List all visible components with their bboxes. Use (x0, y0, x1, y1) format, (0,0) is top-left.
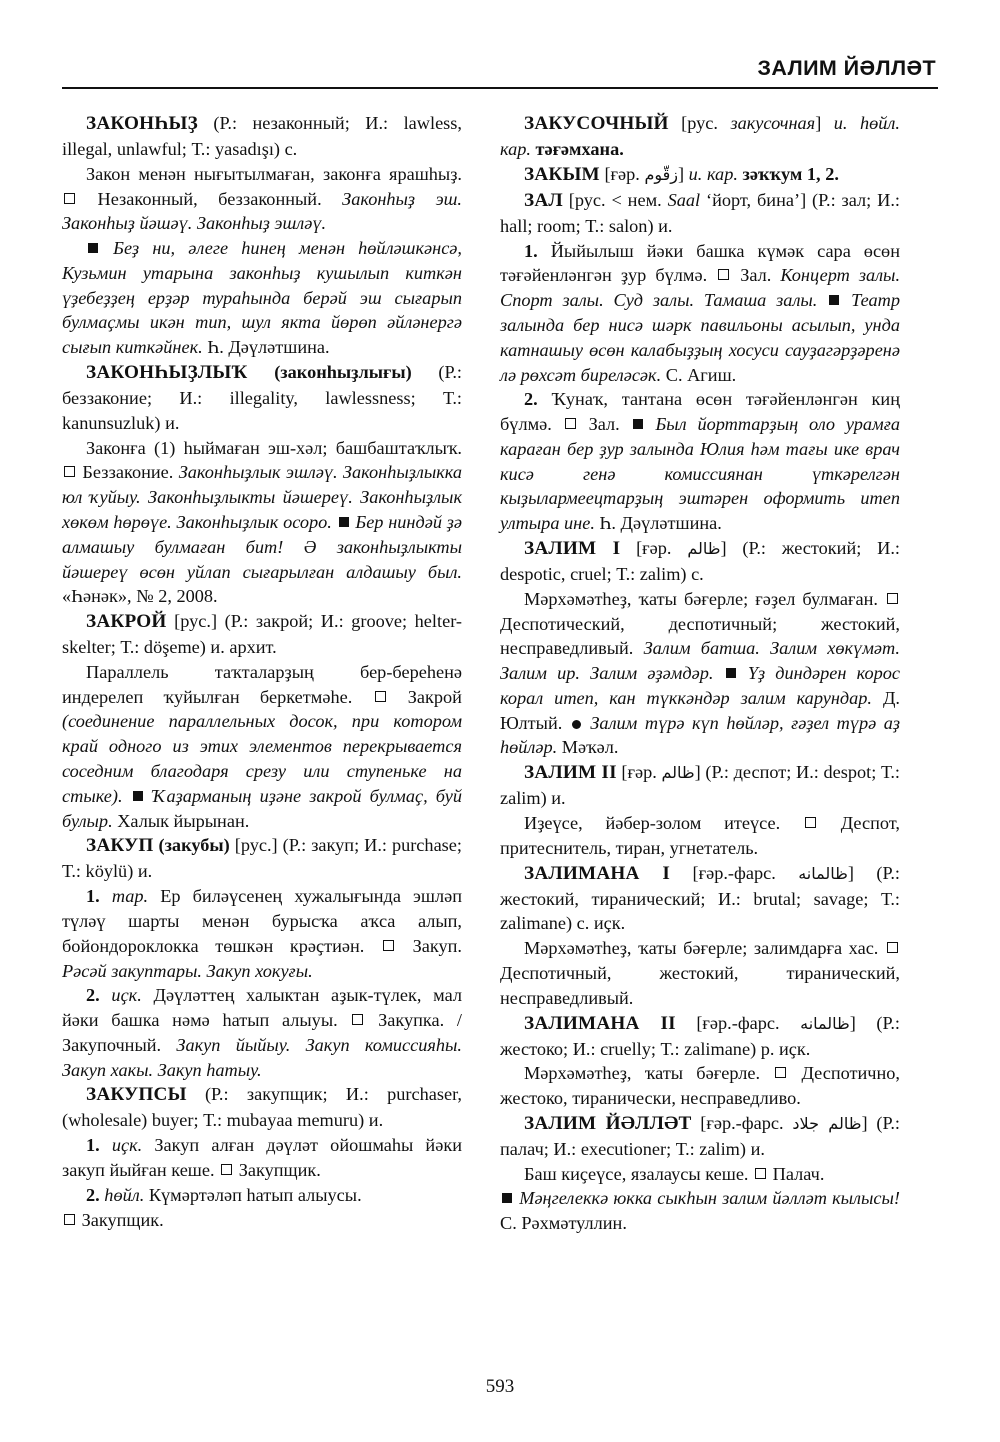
hollow-square-icon (887, 593, 898, 604)
etymology: [рус.] (174, 611, 218, 632)
etymology-close: ] (849, 1012, 856, 1033)
headword: ЗАЛ (524, 189, 563, 211)
headword: ЗАЛИМ I (524, 537, 621, 559)
citation-source: Һ. Дәүләтшина. (207, 337, 330, 358)
sense-number: 1. (86, 886, 100, 907)
etymology-close: ] (861, 1112, 868, 1133)
filled-square-icon (633, 419, 643, 429)
filled-square-icon (88, 243, 98, 253)
arabic-etymon: ظالم (661, 763, 695, 783)
definition-bashkir: Күмәртәләп һатып алыусы. (148, 1184, 362, 1205)
definition-russian: Деспот, притеснитель, тиран, угнетатель. (500, 813, 900, 858)
hollow-square-icon (805, 817, 816, 828)
style-label: кар. (706, 163, 738, 184)
gloss-line: (Р.: жестоко; И.: cruelly; Т.: zalimane) р. иҫк. (500, 1012, 900, 1059)
definition-russian: Закрой (407, 686, 462, 707)
dictionary-entry-zalim-yallat (500, 1111, 900, 1162)
sense-body (500, 1162, 900, 1187)
citation-text: Үҙ диндәрен корос корал итеп, кан түккәндәр залим карундар. (500, 663, 901, 708)
sense-body (62, 983, 462, 1082)
hollow-square-icon (352, 1014, 363, 1025)
dictionary-entry-zakusochnyy (500, 111, 900, 162)
definition-russian: Закупщик. (238, 1159, 321, 1180)
usage-label: иҫк. (111, 1135, 143, 1156)
definition-bashkir: Мәрхәмәтһеҙ, ҡаты бәғерле. (524, 1063, 761, 1084)
definition-russian: Закупщик. (81, 1209, 164, 1230)
definition-bashkir: Параллель таҡталарҙың бер-береһенә индерелеп ҡуйылған беркетмәһе. (62, 661, 462, 707)
definition-russian: Закупка. / Закупочный. (62, 1010, 462, 1055)
proverb-text: Залим түрә күп һөйләр, ғәҙел түрә аҙ һөйләр. (500, 712, 901, 758)
sense-body (500, 811, 900, 861)
headword: ЗАЛИМАНА I (524, 862, 671, 884)
part-of-speech: и. (833, 113, 848, 133)
arabic-etymon: زقّوم (644, 164, 678, 184)
definition-russian: Закуп. (412, 935, 462, 956)
definition-bashkir: Ҡунаҡ, тантана өсөн тәғәйенләнгән киң бүлмә. (500, 389, 900, 435)
sense-number: 1. (86, 1135, 100, 1156)
citation-text: Беҙ ни, әлеге һинең менән һөйләшкәнсә, Кузьмин утарына законһыҙ кушылып киткән үҙебеҙҙең ерҙәр тураһында берәй эш сығарып булмаҫмы икән тип, шул якта йөрөп әйләнергә сығып киткәйнек. (62, 238, 462, 358)
dictionary-entry-zakonhyzlyk (62, 360, 462, 436)
examples: Концерт залы. Спорт залы. Суд залы. Тамаша залы. (500, 265, 901, 311)
right-column (500, 111, 900, 1236)
etymology-close: ] (677, 163, 685, 184)
citation-text: Театр залында бер нисә шәрк павильоны асылып, унда катнашыу өсөн калабыҙҙың хосуси сауҙагәрҙәренә лә рөхсәт биреләсәк. (500, 290, 900, 385)
headword: ЗАКРОЙ (86, 611, 167, 633)
etymology-close: ] (815, 113, 822, 133)
definition-russian-expansion: (соединение параллельных досок, при котором край одного из этих элементов перекрывается соседним благодаря срезу или ступеньке на стыке). (62, 711, 462, 806)
sense-body (500, 387, 900, 536)
definition-bashkir: Йыйылыш йәки башка күмәк сара өсөн тәғәйенләнгән ҙур бүлмә. (500, 240, 900, 286)
usage-label: һөйл. (104, 1184, 145, 1205)
citation-block (500, 1186, 900, 1236)
citation-source: С. Рәхмәтуллин. (500, 1213, 627, 1234)
sense-body (62, 660, 462, 833)
definition-russian: Деспотично, жестоко, тиранически, несправедливо. (500, 1063, 900, 1109)
definition-bashkir: Мәрхәмәтһеҙ, ҡаты бәғерле; ғәҙел булмаған. (524, 588, 878, 609)
headword: ЗАКУПСЫ (86, 1084, 187, 1106)
arabic-etymon: ظالم جلاد (792, 1113, 862, 1133)
sense-body (62, 1133, 462, 1183)
citation-source: С. Агиш. (665, 364, 737, 385)
header-rule (62, 87, 938, 89)
etymology-close: ] (847, 862, 854, 883)
sense-body (62, 884, 462, 983)
etymology-label: [ғәр.-фарс. (700, 1112, 784, 1133)
etymology-label: [ғәр. (621, 762, 657, 783)
definition-russian: Беззаконие. (82, 462, 174, 483)
definition-russian: Зал. (740, 265, 772, 286)
headword: ЗАЛИМАНА II (524, 1012, 676, 1034)
gloss-line: (Р.: беззаконие; И.: illegality, lawlessness; Т.: kanunsuzluk) и. (62, 362, 462, 433)
examples: Залим батша. Залим хөкүмәт. Залим ир. Залим әҙәмдәр. (500, 638, 900, 684)
etymology-open: [рус. (681, 113, 718, 133)
hollow-square-icon (64, 193, 75, 204)
citation-source: Һ. Дәүләтшина. (599, 513, 722, 534)
running-head: ЗАЛИМ ЙӘЛЛӘТ (757, 56, 936, 80)
citation-text: Ҡаҙарманың иҙәне закрой булмаҫ, буй булыр. (62, 785, 462, 831)
hollow-square-icon (64, 1214, 75, 1225)
definition-bashkir: Закон менән нығытылмаған, законға ярашһыҙ. (86, 163, 462, 184)
sense-number: 2. (86, 985, 100, 1006)
bullet-icon (572, 720, 581, 729)
definition-bashkir: Законға (1) һыймаған эш-хәл; башбаштаҡлыҡ. (86, 437, 462, 458)
headword: ЗАКЫМ (524, 163, 600, 185)
examples: Закуп йыйыу. Закуп комиссияһы. Закуп хакы. Закуп һатыу. (62, 1034, 462, 1080)
gloss-line: (Р.: зал; И.: hall; room; Т.: salon) и. (500, 189, 900, 236)
definition-russian: Деспотичный, жестокий, тиранический, несправедливый. (500, 962, 900, 1008)
etymology-close: ] (720, 537, 727, 558)
definition-bashkir: Дәүләттең халыктан аҙык-түлек, мал йәки башка нәмә һатып алыуы. (62, 985, 462, 1031)
citation-block (62, 236, 462, 360)
headword: ЗАКОНҺЫҘ (86, 113, 198, 134)
etymology: [рус.] (234, 835, 278, 856)
sense-number: 2. (86, 1184, 100, 1205)
gloss-line: (Р.: закупщик; И.: purchaser, (wholesale) buyer; Т.: mubayaa memuru) и. (62, 1084, 462, 1131)
citation-source: Халык йырынан. (117, 810, 250, 831)
gloss-line: (Р.: незаконный; И.: lawless, illegal, unlawful; Т.: yasadışı) с. (62, 113, 462, 160)
headword-suffix: (закубы) (158, 835, 230, 856)
examples: Законһыҙлык эшләү. Законһыҙлыкка юл ҡуйыу. Законһыҙлыкты йәшереү. Законһыҙлык хөкөм һөрөүе. Законһыҙлык осоро. (62, 462, 462, 532)
hollow-square-icon (775, 1067, 786, 1078)
arabic-etymon: ظالمانه (798, 863, 848, 883)
etymology-label: [ғәр.-фарс. (692, 862, 776, 883)
style-label: һөйл. кар. (500, 113, 900, 160)
headword: ЗАЛИМ ЙӘЛЛӘТ (524, 1112, 692, 1134)
definition-bashkir: Иҙеүсе, йәбер-золом итеүсе. (524, 813, 781, 834)
etymology: [рус. < нем. (568, 189, 662, 210)
filled-square-icon (829, 295, 839, 305)
gloss-line: (Р.: деспот; И.: despot; Т.: zalim) и. (500, 762, 900, 809)
definition-russian: Деспотический, деспотичный; жестокий, несправедливый. (500, 613, 900, 659)
page-columns (62, 111, 938, 1236)
headword: ЗАКУП (86, 835, 154, 857)
examples: Рәсәй закуптары. Закуп хокуғы. (62, 960, 313, 981)
headword: ЗАКОНҺЫҘЛЫҠ (86, 362, 248, 384)
etymology-meaning: ‘йорт, бина’] (706, 189, 807, 210)
sense-number: 2. (524, 389, 538, 410)
sense-body (62, 436, 462, 609)
sense-body (62, 1183, 462, 1208)
definition-bashkir: Мәрхәмәтһеҙ, ҡаты бәғерле; залимдарға хас. (524, 938, 879, 959)
filled-square-icon (133, 791, 143, 801)
hollow-square-icon (755, 1168, 766, 1179)
arabic-etymon: ظالم (687, 538, 721, 558)
definition-russian: Незаконный, беззаконный. (97, 188, 322, 209)
definition-russian: Палач. (772, 1163, 825, 1184)
dictionary-entry-zalim-2 (500, 760, 900, 811)
hollow-square-icon (887, 942, 898, 953)
sense-body (500, 936, 900, 1010)
citation-source: «Һәнәк», № 2, 2008. (62, 586, 218, 607)
hollow-square-icon (375, 691, 386, 702)
dictionary-entry-zakup (62, 833, 462, 884)
etymology-label: [ғәр.-фарс. (696, 1012, 780, 1033)
definition-bashkir: Закуп алған дәүләт ойошмаһы йәки закуп йыйған кеше. (62, 1135, 462, 1180)
dictionary-entry-zalimana-1 (500, 861, 900, 937)
gloss-line: (Р.: закрой; И.: groove; helter-skelter; Т.: döşeme) и. архит. (62, 611, 463, 658)
usage-label: иҫк. (111, 985, 142, 1006)
etymology-label: [ғәр. (604, 163, 640, 184)
hollow-square-icon (565, 418, 576, 429)
dictionary-entry-zakupsy (62, 1082, 462, 1133)
sense-body (500, 239, 900, 388)
dictionary-entry-zakroy (62, 609, 462, 660)
filled-square-icon (726, 668, 736, 678)
cross-reference: зәҡҡум 1, 2. (742, 163, 839, 184)
page-number: 593 (485, 1376, 515, 1397)
dictionary-entry-zakym (500, 162, 900, 188)
definition-bashkir: Баш киҫеүсе, язалаусы кеше. (524, 1163, 749, 1184)
sense-body-continued (62, 1208, 462, 1233)
sense-body (500, 1061, 900, 1111)
headword-suffix: (законһыҙлығы) (274, 362, 412, 383)
dictionary-entry-zakonhyz (62, 111, 462, 162)
gloss-line: (Р.: жестокий, тиранический; И.: brutal; savage; Т.: zalimane) с. иҫк. (500, 862, 900, 934)
etymology-close: ] (694, 762, 701, 783)
hollow-square-icon (718, 269, 729, 280)
citation-source: Д. Юлтый. (500, 687, 900, 733)
citation-text: Был йорттарҙың оло урамға караған бер ҙур залында Юлия һәм тағы ике врач кисә генә комиссиянан үткәрелгән кыҙылармеецтарҙың эштәрен оформить итеп ултыра ине. (500, 414, 900, 534)
hollow-square-icon (64, 466, 75, 477)
definition-russian: Зал. (588, 414, 620, 435)
part-of-speech: и. (688, 163, 703, 184)
sense-number: 1. (524, 240, 538, 261)
proverb-source: Мәҡәл. (561, 737, 619, 758)
filled-square-icon (339, 517, 349, 527)
etymology-source-form: закусочная (730, 113, 816, 133)
examples: Законһыҙ эш. Законһыҙ йәшәү. Законһыҙ эшләү. (62, 188, 462, 234)
gloss-line: (Р.: закуп; И.: purchase; Т.: köylü) и. (62, 835, 462, 882)
definition-bashkir: Ер биләүсенең хужалығында эшләп түләү шарты менән бурысҡа аҡса алып, бойондороклокка төшкән крәҫтиән. (62, 886, 462, 956)
cross-reference: тәғәмхана. (535, 139, 624, 160)
dictionary-entry-zal (500, 188, 900, 239)
headword: ЗАЛИМ II (524, 762, 617, 784)
dictionary-entry-zalim-1 (500, 536, 900, 587)
dictionary-entry-zalimana-2 (500, 1011, 900, 1062)
gloss-line: (Р.: жестокий; И.: despotic, cruel; Т.: zalim) с. (500, 537, 900, 584)
arabic-etymon: ظالمانه (800, 1013, 850, 1033)
etymology-label: [ғәр. (636, 537, 672, 558)
citation-text: Мәңгелеккә юкка сыкһын залим йәлләт кылысы! (519, 1188, 900, 1209)
citation-text: Бер ниндәй ҙә алмашыу булмаған бит! Ә законһыҙлыкты йәшереү өсөн уйлап сығарылған алдашыу был. (62, 511, 462, 582)
gloss-line: (Р.: палач; И.: executioner; Т.: zalim) и. (500, 1112, 900, 1159)
headword: ЗАКУСОЧНЫЙ (524, 113, 669, 134)
hollow-square-icon (383, 940, 394, 951)
sense-body (500, 587, 900, 760)
left-column (62, 111, 462, 1232)
hollow-square-icon (221, 1164, 232, 1175)
usage-label: тар. (111, 886, 149, 907)
sense-body (62, 162, 462, 236)
etymology-source-form: Saal (667, 189, 701, 210)
filled-square-icon (502, 1193, 512, 1203)
